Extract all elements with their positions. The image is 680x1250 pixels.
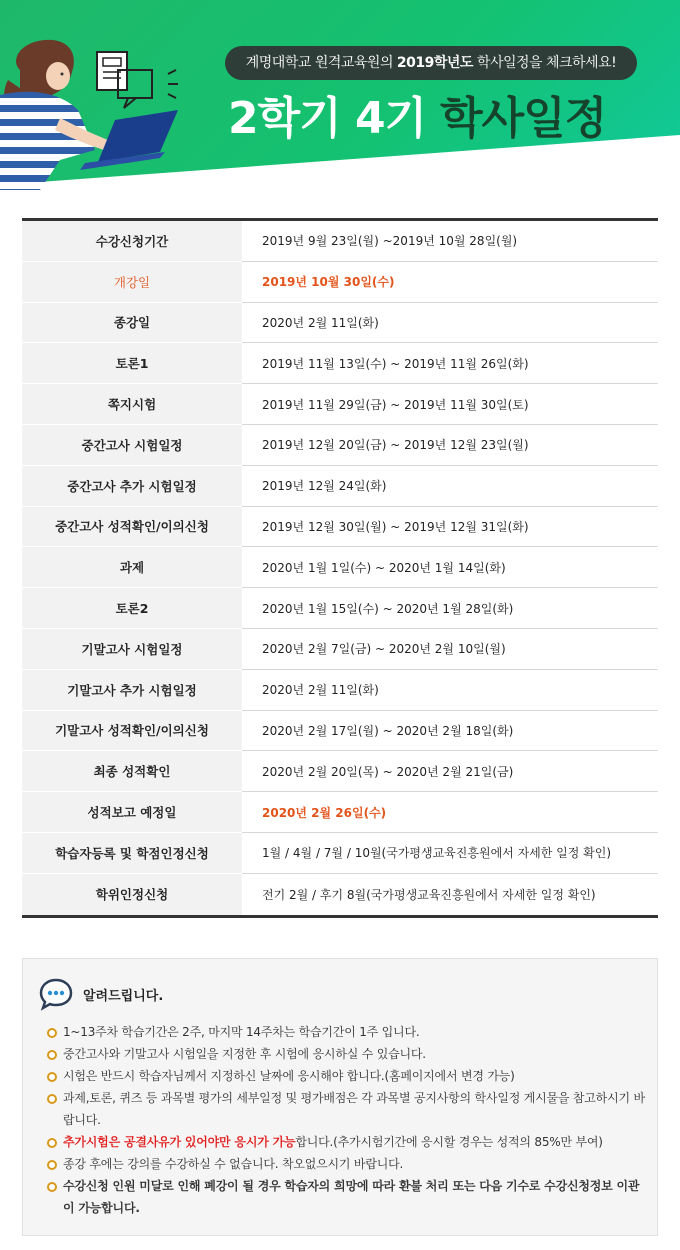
table-row [22,384,658,425]
row-value: 2019년 12월 20일(금) ~ 2019년 12월 23일(월) [242,425,658,466]
row-value: 2019년 12월 24일(화) [242,466,658,507]
table-row [22,874,658,915]
row-label: 수강신청기간 [22,221,242,262]
row-label: 학위인정신청 [22,874,242,915]
row-value: 2019년 9월 23일(월) ~2019년 10월 28일(월) [242,221,658,262]
row-label: 토론1 [22,343,242,384]
list-item: 중간고사와 기말고사 시험일을 지정한 후 시험에 응시하실 수 있습니다. [47,1043,647,1065]
row-label: 기말고사 추가 시험일정 [22,670,242,711]
row-label: 기말고사 시험일정 [22,629,242,670]
row-value: 2019년 11월 13일(수) ~ 2019년 11월 26일(화) [242,343,658,384]
title-term: 2학기 4기 [228,93,427,144]
list-item: 과제,토론, 퀴즈 등 과목별 평가의 세부일정 및 평가배점은 각 과목별 공지사항의 학사일정 게시물을 참고하시기 바랍니다. [47,1087,647,1131]
row-label: 최종 성적확인 [22,751,242,792]
page-title [228,88,648,150]
header-banner [0,0,680,190]
row-value: 2020년 2월 11일(화) [242,303,658,344]
table-row [22,466,658,507]
table-row [22,711,658,752]
row-label: 성적보고 예정일 [22,792,242,833]
list-item: 1~13주차 학습기간은 2주, 마지막 14주차는 학습기간이 1주 입니다. [47,1021,647,1043]
row-label: 중간고사 성적확인/이의신청 [22,507,242,548]
row-label: 중간고사 추가 시험일정 [22,466,242,507]
row-value: 2020년 1월 1일(수) ~ 2020년 1월 14일(화) [242,547,658,588]
schedule-table [22,218,658,918]
table-row [22,303,658,344]
notice-title: 알려드립니다. [83,988,164,1004]
table-row [22,751,658,792]
table-row [22,343,658,384]
table-row [22,262,658,303]
notice-highlight: 추가시험은 공결사유가 있어야만 응시가 가능 [63,1135,296,1149]
row-value: 2020년 2월 11일(화) [242,670,658,711]
pill-text-post: 학사일정을 체크하세요! [472,55,617,71]
row-value: 2020년 2월 20일(목) ~ 2020년 2월 21일(금) [242,751,658,792]
speech-bubble-icon [39,977,73,1011]
table-row [22,507,658,548]
table-row [22,629,658,670]
subtitle-pill [225,46,637,80]
row-value: 2020년 2월 17일(월) ~ 2020년 2월 18일(화) [242,711,658,752]
row-label: 개강일 [22,262,242,303]
row-label: 토론2 [22,588,242,629]
list-item: 시험은 반드시 학습자님께서 지정하신 날짜에 응시해야 합니다.(홈페이지에서 변경 가능) [47,1065,647,1087]
table-row [22,221,658,262]
row-value: 2019년 10월 30일(수) [242,262,658,303]
table-row [22,833,658,874]
row-value: 2019년 12월 30일(월) ~ 2019년 12월 31일(화) [242,507,658,548]
row-label: 기말고사 성적확인/이의신청 [22,711,242,752]
table-row [22,792,658,833]
row-value: 2020년 1월 15일(수) ~ 2020년 1월 28일(화) [242,588,658,629]
row-label: 중간고사 시험일정 [22,425,242,466]
list-item [47,1131,647,1153]
list-item-warning: 수강신청 인원 미달로 인해 폐강이 될 경우 학습자의 희망에 따라 환불 처리 또는 다음 기수로 수강신청정보 이관이 가능합니다. [47,1175,647,1219]
table-row [22,425,658,466]
notice-list [47,1021,647,1219]
table-row [22,588,658,629]
row-value: 전기 2월 / 후기 8월(국가평생교육진흥원에서 자세한 일정 확인) [262,887,596,902]
row-label: 학습자등록 및 학점인정신청 [22,833,242,874]
table-row [22,670,658,711]
row-label: 과제 [22,547,242,588]
row-value: 2020년 2월 7일(금) ~ 2020년 2월 10일(월) [242,629,658,670]
row-label: 종강일 [22,303,242,344]
table-row [22,547,658,588]
row-value: 2019년 11월 29일(금) ~ 2019년 11월 30일(토) [242,384,658,425]
row-value: 2020년 2월 26일(수) [242,792,658,833]
row-value: 1월 / 4월 / 7월 / 10월(국가평생교육진흥원에서 자세한 일정 확인) [242,833,658,874]
list-item: 종강 후에는 강의를 수강하실 수 없습니다. 착오없으시기 바랍니다. [47,1153,647,1175]
student-laptop-illustration [0,0,210,190]
title-schedule: 학사일정 [440,93,607,144]
notice-box [22,958,658,1236]
pill-text-bold: 2019학년도 [396,55,473,71]
notice-text: 합니다.(추가시험기간에 응시할 경우는 성적의 85%만 부여) [295,1135,603,1149]
pill-text-pre: 계명대학교 원격교육원의 [245,55,397,71]
row-label: 쪽지시험 [22,384,242,425]
notice-header [39,977,163,1011]
